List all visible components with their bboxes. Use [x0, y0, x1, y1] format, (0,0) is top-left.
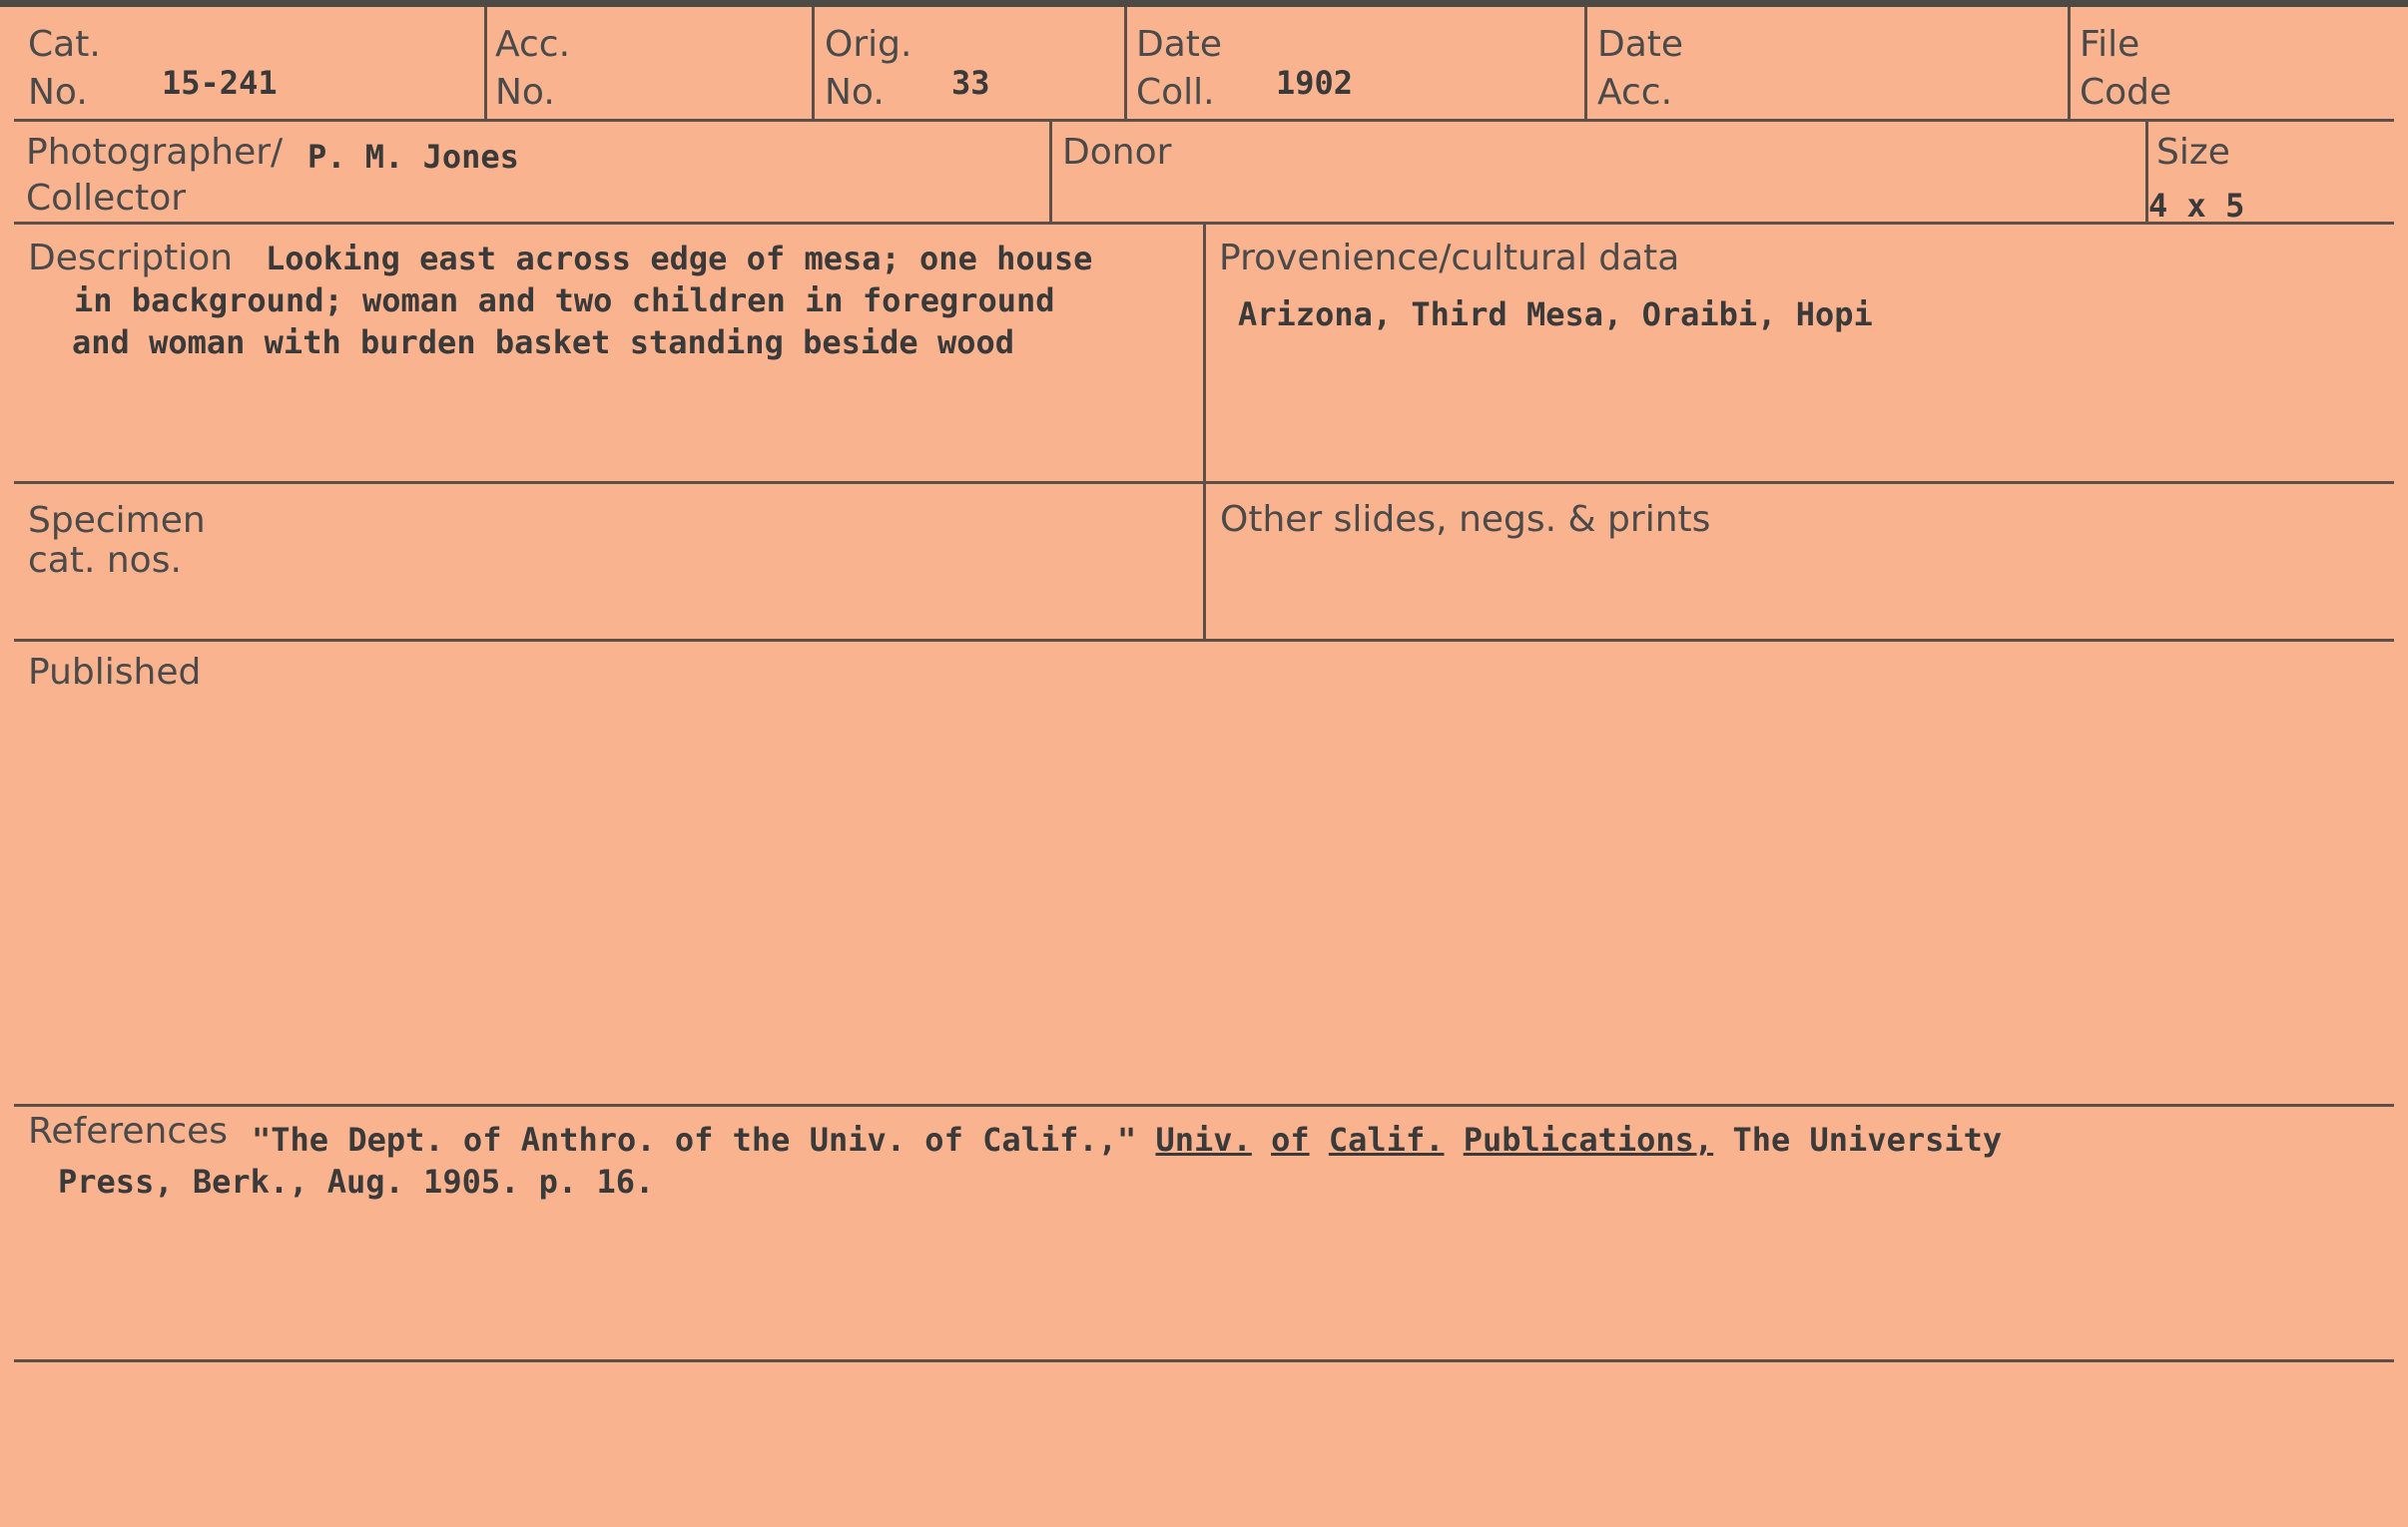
photographer-label: Photographer/ — [26, 132, 284, 173]
date-acc-label-line1: Date — [1597, 24, 1684, 65]
references-univ: Univ. — [1155, 1121, 1252, 1159]
acc-no-label-line2: No. — [495, 72, 555, 113]
date-coll-label-line1: Date — [1136, 24, 1223, 65]
file-code-label-line2: Code — [2080, 72, 2172, 113]
references-publications: Publications, — [1463, 1121, 1714, 1159]
rule-col-middle — [1203, 224, 1206, 641]
orig-no-label-line2: No. — [825, 72, 885, 113]
rule-col-donor — [1049, 121, 1052, 223]
acc-no-label-line1: Acc. — [495, 24, 571, 65]
specimen-label-line1: Specimen — [28, 500, 206, 541]
photographer-value: P. M. Jones — [307, 138, 519, 176]
donor-label: Donor — [1062, 132, 1172, 173]
references-calif: Calif. — [1328, 1121, 1445, 1159]
cat-no-label-line1: Cat. — [28, 24, 101, 65]
file-code-label-line1: File — [2080, 24, 2140, 65]
rule-references-bottom — [14, 1359, 2394, 1362]
references-of: of — [1271, 1121, 1310, 1159]
orig-no-value: 33 — [951, 64, 990, 102]
rule-col-date-coll — [1124, 7, 1127, 121]
cat-no-value: 15-241 — [162, 64, 278, 102]
rule-col-date-acc — [1584, 7, 1587, 121]
rule-col-acc — [484, 7, 487, 121]
description-label: Description — [28, 238, 234, 278]
description-line1: Looking east across edge of mesa; one house — [266, 240, 1093, 277]
card-top-edge — [0, 0, 2408, 7]
description-line2: in background; woman and two children in foreground — [74, 281, 1055, 319]
orig-no-label-line1: Orig. — [825, 24, 912, 65]
references-university: The University — [1732, 1121, 2003, 1159]
references-line1 — [252, 1119, 2002, 1161]
collector-label: Collector — [26, 178, 187, 219]
date-coll-label-line2: Coll. — [1136, 72, 1215, 113]
rule-col-orig — [812, 7, 815, 121]
references-title: "The Dept. of Anthro. of the Univ. of Calif.," — [252, 1121, 1137, 1159]
date-acc-label-line2: Acc. — [1597, 72, 1673, 113]
specimen-label-line2: cat. nos. — [28, 540, 182, 581]
references-label: References — [28, 1111, 229, 1152]
published-label: Published — [28, 652, 202, 693]
rule-published-bottom — [14, 1104, 2394, 1107]
provenience-value: Arizona, Third Mesa, Oraibi, Hopi — [1238, 295, 1873, 333]
size-label: Size — [2156, 132, 2230, 173]
rule-row1-bottom — [14, 119, 2394, 122]
provenience-label: Provenience/cultural data — [1219, 238, 1680, 278]
other-slides-label: Other slides, negs. & prints — [1220, 499, 1711, 540]
description-line3: and woman with burden basket standing beside wood — [72, 323, 1015, 361]
date-coll-value: 1902 — [1276, 64, 1354, 102]
cat-no-label-line2: No. — [28, 72, 88, 113]
references-line2: Press, Berk., Aug. 1905. p. 16. — [58, 1163, 655, 1201]
size-value: 4 x 5 — [2148, 187, 2245, 225]
rule-col-file-code — [2068, 7, 2071, 121]
